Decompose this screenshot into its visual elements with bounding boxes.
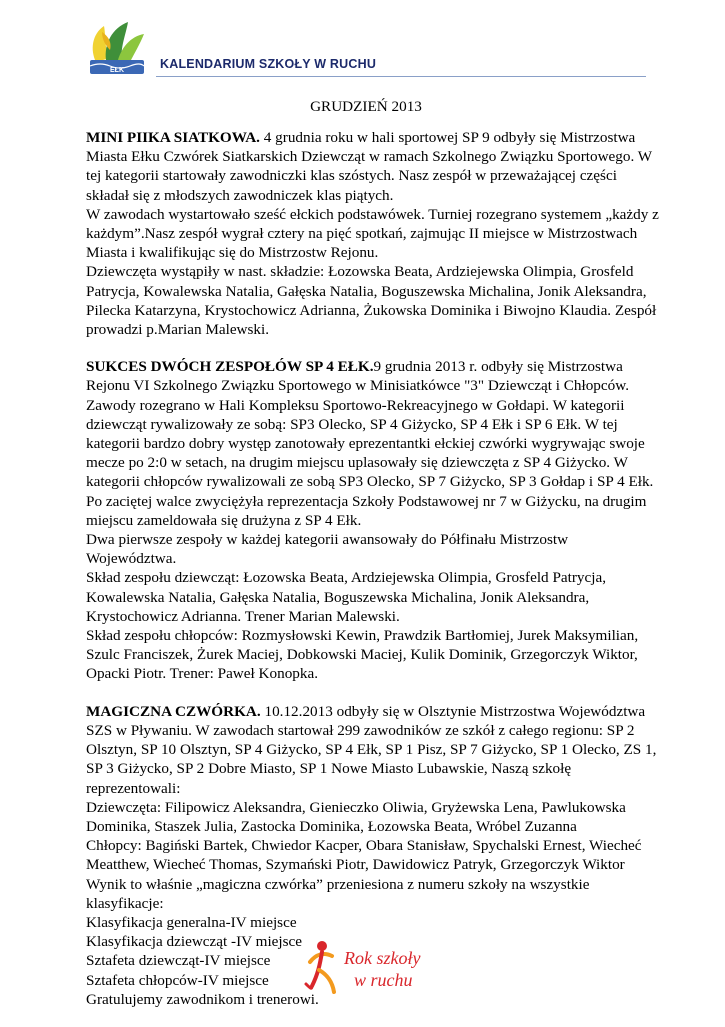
article-line: prowadzi p.Marian Malewski. [86,321,270,339]
logo-text: EŁK [110,67,124,74]
article-line: Pilecka Katarzyna, Krystochowicz Adrianna, Żukowska Dominika i Biwojno Klaudia. Zespół [86,301,657,319]
article-line: SP 3 Giżycko, SP 2 Dobre Miasto, SP 1 Nowe Miasto Lubawskie, Naszą szkołę [86,760,572,778]
footer-logo-line1: Rok szkoły [344,948,421,968]
article-line: Dwa pierwsze zespoły w każdej kategorii awansowały do Półfinału Mistrzostw [86,531,569,549]
rok-szkoly-w-ruchu-logo [302,936,432,1002]
elk-city-logo-icon [86,20,148,76]
article-line: Sztafeta chłopców-IV miejsce [86,971,269,989]
article-text: 10.12.2013 odbyły się w Olsztynie Mistrzostwa Województwa [260,702,646,720]
article-line: kategorii chłopców rywalizowali ze sobą SP3 Olecko, SP 7 Giżycko, SP 3 Gołdap i SP 4 Ełk. [86,473,654,491]
footer-logo-line2: w ruchu [354,970,413,990]
article-text: 9 grudnia 2013 r. odbyły się Mistrzostwa [373,358,623,376]
article-mini-pilka [86,128,659,339]
article-line: każdym”.Nasz zespół wygrał cztery na pięć spotkań, zajmując II miejsce w Mistrzostwach [86,225,638,243]
article-line: W zawodach wystartowało sześć ełckich podstawówek. Turniej rozegrano systemem „każdy z [86,205,659,223]
article-line: Kowalewska Natalia, Gałęska Natalia, Boguszewska Michalina, Jonik Aleksandra, [86,588,590,606]
header-title: KALENDARIUM SZKOŁY W RUCHU [160,57,377,71]
article-line: miejscu zameldowała się drużyna z SP 4 Ełk. [86,511,362,529]
article-line: Dziewczęta: Filipowicz Aleksandra, Gienieczko Oliwia, Gryżewska Lena, Pawlukowska [86,798,626,816]
article-heading: MINI PIIKA SIATKOWA. [86,129,260,146]
article-line: kategorii bardzo dobry występ zanotowały eprezentantki ełckiej czwórki wygrywając swoje [86,435,645,453]
article-line: dziewcząt rywalizowały ze sobą: SP3 Olecko, SP 4 Giżycko, SP 4 Ełk i SP 6 Ełk. W tej [86,415,618,433]
article-first-line [86,357,646,376]
article-first-line [86,702,646,721]
article-line: Klasyfikacja dziewcząt -IV miejsce [86,933,303,951]
article-line: Krystochowicz Adrianna. Trener Marian Malewski. [86,607,400,625]
article-line: Zawody rozegrano w Hali Kompleksu Sportowo-Rekreacyjnego w Gołdapi. W kategorii [86,396,625,414]
article-line: Dziewczęta wystąpiły w nast. składzie: Łozowska Beata, Ardziejewska Olimpia, Grosfeld [86,263,634,281]
article-line: klasyfikacje: [86,894,164,912]
article-line: Gratulujemy zawodnikom i trenerowi. [86,990,319,1008]
article-line: Województwa. [86,550,177,568]
article-line: Klasyfikacja generalna-IV miejsce [86,913,297,931]
article-line: składał się z młodszych zawodniczek klas piątych. [86,186,394,204]
article-sukces-dwoch-zespolow [86,357,654,683]
article-line: Wynik to właśnie „magiczna czwórka” przeniesiona z numeru szkoły na wszystkie [86,875,590,893]
article-line: Szulc Franciszek, Żurek Maciej, Dobkowski Maciej, Kulik Dominik, Grzegorczyk Wiktor, [86,646,638,664]
article-heading: SUKCES DWÓCH ZESPOŁÓW SP 4 EŁK. [86,358,374,376]
article-line: Miasta i kwalifikując się do Mistrzostw Rejonu. [86,244,379,262]
article-line: Dominika, Staszek Julia, Zastocka Dominika, Łozowska Beata, Wróbel Zuzanna [86,817,577,835]
article-first-line [86,128,646,147]
article-line: Sztafeta dziewcząt-IV miejsce [86,952,271,970]
article-line: reprezentowali: [86,779,181,797]
document-body [86,97,659,1027]
page-header [86,20,646,80]
article-line: SZS w Pływaniu. W zawodach startował 299 zawodników ze szkół z całego regionu: SP 2 [86,721,635,739]
article-line: Po zaciętej walce zwyciężyła reprezentacja Szkoły Podstawowej nr 7 w Giżycku, na drugim [86,492,647,510]
month-heading: GRUDZIEŃ 2013 [310,98,422,115]
article-line: Skład zespołu dziewcząt: Łozowska Beata, Ardziejewska Olimpia, Grosfeld Patrycja, [86,569,607,587]
article-line: Rejonu VI Szkolnego Związku Sportowego w Minisiatkówce "3" Dziewcząt i Chłopców. [86,377,630,395]
article-line: Meatthew, Wiecheć Thomas, Szymański Piotr, Dawidowicz Patryk, Grzegorczyk Wiktor [86,856,625,874]
article-line: Olsztyn, SP 10 Olsztyn, SP 4 Giżycko, SP 4 Ełk, SP 1 Pisz, SP 7 Giżycko, SP 1 Olecko, ZS 1, [86,741,657,759]
article-line: Miasta Ełku Czwórek Siatkarskich Dziewcząt w ramach Szkolnego Związku Sportowego. W [86,148,653,166]
article-text: 4 grudnia roku w hali sportowej SP 9 odbyły się Mistrzostwa [259,129,636,146]
article-line: Patrycja, Kowalewska Natalia, Gałęska Natalia, Boguszewska Michalina, Jonik Aleksandra, [86,282,647,300]
running-figure-icon [306,941,334,992]
article-line: mecze po 2:0 w setach, na drugim miejscu uplasowały się dziewczęta z SP 4 Giżycko. W [86,454,628,472]
article-line: tej kategorii startowały zawodniczki klas szóstych. Nasz zespół w przeważającej części [86,167,617,185]
article-line: Skład zespołu chłopców: Rozmysłowski Kewin, Prawdzik Bartłomiej, Jurek Maksymilian, [86,627,639,645]
header-divider [156,76,646,77]
article-line: Chłopcy: Bagiński Bartek, Chwiedor Kacper, Obara Stanisław, Spychalski Ernest, Wiecheć [86,837,642,855]
article-line: Opacki Piotr. Trener: Paweł Konopka. [86,665,319,683]
article-heading: MAGICZNA CZWÓRKA. [86,702,261,720]
